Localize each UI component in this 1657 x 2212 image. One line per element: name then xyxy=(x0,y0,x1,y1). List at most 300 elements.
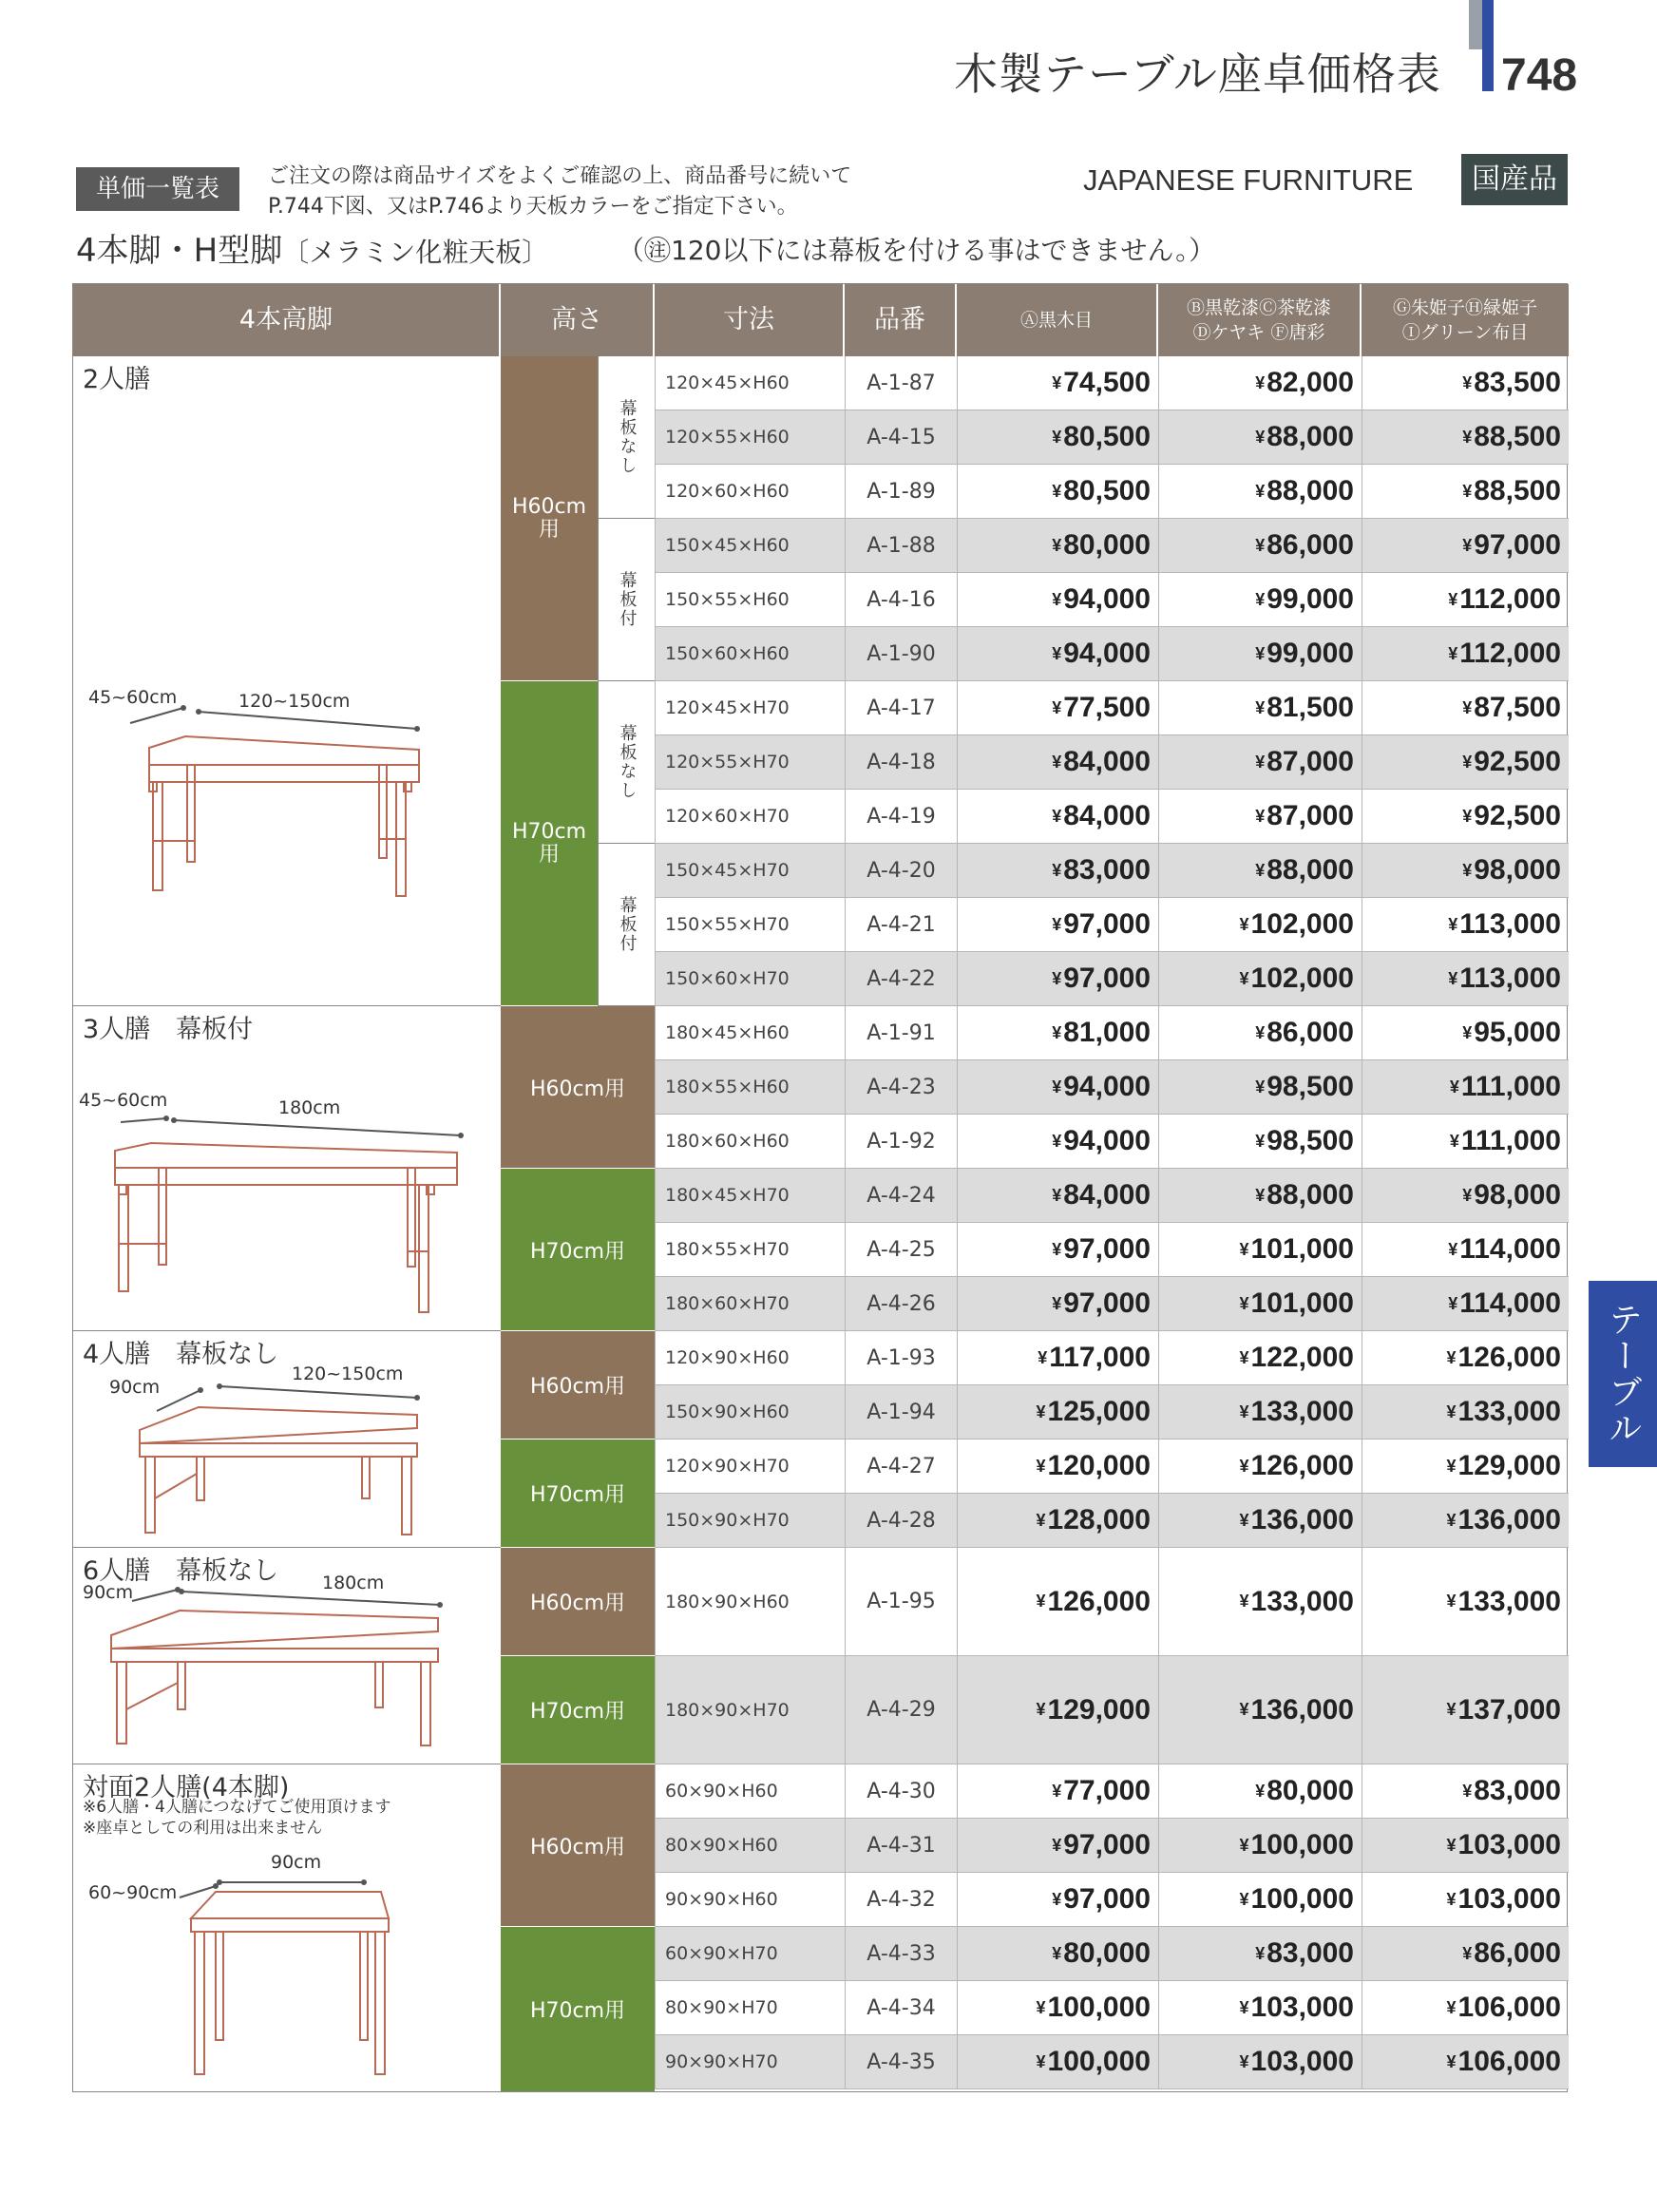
currency-symbol: ¥ xyxy=(1036,1456,1046,1476)
dimension-label: 90cm xyxy=(271,1852,322,1873)
size-cell: 150×90×H70 xyxy=(655,1494,845,1547)
price-c-cell xyxy=(1362,627,1569,680)
price-c-cell xyxy=(1362,952,1569,1005)
price-value: 128,000 xyxy=(1047,1504,1151,1535)
size-cell: 60×90×H70 xyxy=(655,1927,845,1980)
price-b-cell xyxy=(1158,1927,1362,1980)
price-b-cell xyxy=(1158,573,1362,626)
price-value: 84,000 xyxy=(1063,800,1151,831)
price-b-cell xyxy=(1158,1440,1362,1493)
currency-symbol: ¥ xyxy=(1255,1781,1266,1801)
size-cell: 180×90×H70 xyxy=(655,1656,845,1764)
price-c-cell xyxy=(1362,410,1569,464)
col-header-price-c-line: Ⓖ朱姫子Ⓗ緑姫子 xyxy=(1392,297,1537,318)
price-b-cell xyxy=(1158,519,1362,572)
table-row xyxy=(655,1819,1569,1873)
price-value: 97,000 xyxy=(1063,1287,1151,1319)
price-value: 136,000 xyxy=(1457,1504,1561,1535)
size-cell: 150×90×H60 xyxy=(655,1385,845,1439)
currency-symbol: ¥ xyxy=(1462,697,1473,717)
price-value: 98,000 xyxy=(1474,854,1561,886)
currency-symbol: ¥ xyxy=(1052,1131,1062,1151)
currency-symbol: ¥ xyxy=(1255,806,1266,826)
table-row xyxy=(655,1656,1569,1764)
price-a-cell xyxy=(957,1494,1158,1547)
maku-with-cell xyxy=(598,519,655,681)
code-cell: A-4-21 xyxy=(845,898,957,951)
currency-symbol: ¥ xyxy=(1446,1592,1457,1611)
currency-symbol: ¥ xyxy=(1446,1456,1457,1476)
price-b-cell xyxy=(1158,1277,1362,1330)
page-number: 748 xyxy=(1501,50,1578,101)
size-cell: 80×90×H60 xyxy=(655,1819,845,1872)
price-c-cell xyxy=(1362,1169,1569,1222)
table-row xyxy=(655,844,1569,898)
price-a-cell xyxy=(957,1440,1158,1493)
price-c-cell xyxy=(1362,1223,1569,1276)
unit-price-badge: 単価一覧表 xyxy=(76,167,239,211)
price-a-cell xyxy=(957,790,1158,843)
height-cell-h70: H70cm用 xyxy=(501,1927,655,2091)
col-header-size: 寸法 xyxy=(655,284,845,356)
col-header-code: 品番 xyxy=(845,284,957,356)
price-c-cell xyxy=(1362,681,1569,734)
table-row xyxy=(655,1440,1569,1494)
price-value: 94,000 xyxy=(1063,583,1151,615)
price-a-cell xyxy=(957,627,1158,680)
dimension-label: 45~60cm xyxy=(88,687,178,708)
size-cell: 150×45×H70 xyxy=(655,844,845,897)
price-value: 94,000 xyxy=(1063,1125,1151,1156)
size-cell: 120×45×H60 xyxy=(655,356,845,410)
price-value: 103,000 xyxy=(1457,1883,1561,1915)
size-cell: 120×60×H60 xyxy=(655,465,845,518)
code-cell: A-4-34 xyxy=(845,1981,957,2034)
price-b-cell xyxy=(1158,1385,1362,1439)
currency-symbol: ¥ xyxy=(1255,1185,1266,1205)
price-c-cell xyxy=(1362,1927,1569,1980)
code-cell: A-4-27 xyxy=(845,1440,957,1493)
currency-symbol: ¥ xyxy=(1239,1700,1249,1719)
code-cell: A-4-17 xyxy=(845,681,957,734)
price-value: 126,000 xyxy=(1250,1450,1354,1481)
table-illustration xyxy=(73,1006,501,1331)
currency-symbol: ¥ xyxy=(1255,1131,1266,1151)
price-c-cell xyxy=(1362,1006,1569,1059)
group-2-person xyxy=(73,356,501,1006)
table-row xyxy=(655,1548,1569,1656)
price-value: 94,000 xyxy=(1063,1071,1151,1102)
currency-symbol: ¥ xyxy=(1255,481,1266,501)
price-value: 129,000 xyxy=(1457,1450,1561,1481)
price-c-cell xyxy=(1362,2035,1569,2088)
price-b-cell xyxy=(1158,1169,1362,1222)
price-value: 97,000 xyxy=(1474,529,1561,561)
price-value: 101,000 xyxy=(1250,1233,1354,1265)
price-value: 111,000 xyxy=(1460,1071,1561,1102)
currency-symbol: ¥ xyxy=(1052,643,1062,663)
currency-symbol: ¥ xyxy=(1239,914,1249,934)
price-value: 81,500 xyxy=(1267,692,1354,723)
price-b-cell xyxy=(1158,1494,1362,1547)
col-header-price-b xyxy=(1158,284,1362,356)
height-cell-h70: H70cm用 xyxy=(501,1656,655,1764)
price-b-cell xyxy=(1158,1656,1362,1764)
currency-symbol: ¥ xyxy=(1052,752,1062,772)
price-value: 98,000 xyxy=(1474,1179,1561,1211)
price-a-cell xyxy=(957,844,1158,897)
price-value: 94,000 xyxy=(1063,638,1151,669)
currency-symbol: ¥ xyxy=(1255,427,1266,447)
size-cell: 60×90×H60 xyxy=(655,1764,845,1818)
price-b-cell xyxy=(1158,1819,1362,1872)
height-cell-h70 xyxy=(501,681,598,1006)
price-value: 114,000 xyxy=(1459,1233,1561,1265)
price-value: 80,500 xyxy=(1063,421,1151,452)
table-row xyxy=(655,1169,1569,1223)
table-row xyxy=(655,790,1569,844)
price-b-cell xyxy=(1158,2035,1362,2088)
height-cell-h60: H60cm用 xyxy=(501,1764,655,1927)
currency-symbol: ¥ xyxy=(1036,1997,1046,2017)
price-value: 77,500 xyxy=(1063,692,1151,723)
table-row xyxy=(655,465,1569,519)
price-value: 100,000 xyxy=(1250,1829,1354,1860)
price-value: 125,000 xyxy=(1047,1396,1151,1427)
dimension-label: 90cm xyxy=(109,1377,161,1398)
currency-symbol: ¥ xyxy=(1036,2051,1046,2071)
price-a-cell xyxy=(957,735,1158,789)
table-row xyxy=(655,1331,1569,1385)
price-a-cell xyxy=(957,1981,1158,2034)
currency-symbol: ¥ xyxy=(1446,1347,1457,1367)
price-a-cell xyxy=(957,573,1158,626)
currency-symbol: ¥ xyxy=(1239,1592,1249,1611)
table-row xyxy=(655,410,1569,465)
maku-label: 幕板なし xyxy=(617,724,638,800)
price-value: 99,000 xyxy=(1267,638,1354,669)
currency-symbol: ¥ xyxy=(1052,1781,1062,1801)
price-value: 113,000 xyxy=(1459,908,1561,940)
price-b-cell xyxy=(1158,1548,1362,1655)
currency-symbol: ¥ xyxy=(1446,1889,1457,1909)
currency-symbol: ¥ xyxy=(1052,1293,1062,1313)
currency-symbol: ¥ xyxy=(1255,535,1266,555)
price-a-cell xyxy=(957,1331,1158,1384)
currency-symbol: ¥ xyxy=(1036,1402,1046,1421)
size-cell: 120×55×H60 xyxy=(655,410,845,464)
domestic-badge: 国産品 xyxy=(1461,154,1568,205)
code-cell: A-4-35 xyxy=(845,2035,957,2088)
price-value: 82,000 xyxy=(1267,367,1354,398)
price-value: 87,000 xyxy=(1267,746,1354,777)
currency-symbol: ¥ xyxy=(1255,752,1266,772)
height-label-suffix: 用 xyxy=(538,842,560,867)
price-value: 83,000 xyxy=(1063,854,1151,886)
price-c-cell xyxy=(1362,465,1569,518)
price-a-cell xyxy=(957,1927,1158,1980)
currency-symbol: ¥ xyxy=(1052,1185,1062,1205)
currency-symbol: ¥ xyxy=(1038,1347,1048,1367)
group-3-person xyxy=(73,1006,501,1331)
table-row xyxy=(655,573,1569,627)
price-value: 81,000 xyxy=(1063,1017,1151,1048)
size-cell: 180×45×H70 xyxy=(655,1169,845,1222)
price-a-cell xyxy=(957,410,1158,464)
height-cell-h60: H60cm用 xyxy=(501,1331,655,1440)
price-c-cell xyxy=(1362,1981,1569,2034)
currency-symbol: ¥ xyxy=(1239,2051,1249,2071)
header-accent-blue xyxy=(1482,0,1494,91)
price-value: 84,000 xyxy=(1063,1179,1151,1211)
currency-symbol: ¥ xyxy=(1052,1943,1062,1963)
price-value: 103,000 xyxy=(1250,2046,1354,2077)
currency-symbol: ¥ xyxy=(1052,914,1062,934)
price-a-cell xyxy=(957,1277,1158,1330)
currency-symbol: ¥ xyxy=(1239,1835,1249,1855)
price-c-cell xyxy=(1362,790,1569,843)
price-c-cell xyxy=(1362,1440,1569,1493)
currency-symbol: ¥ xyxy=(1036,1592,1046,1611)
price-a-cell xyxy=(957,1548,1158,1655)
price-value: 80,000 xyxy=(1267,1775,1354,1806)
price-a-cell xyxy=(957,1764,1158,1818)
code-cell: A-1-89 xyxy=(845,465,957,518)
code-cell: A-1-93 xyxy=(845,1331,957,1384)
currency-symbol: ¥ xyxy=(1052,1077,1062,1096)
price-a-cell xyxy=(957,681,1158,734)
currency-symbol: ¥ xyxy=(1462,1781,1473,1801)
page-title: 木製テーブル座卓価格表 xyxy=(954,48,1441,100)
price-a-cell xyxy=(957,1060,1158,1114)
price-value: 137,000 xyxy=(1457,1693,1561,1726)
subtitle-sub: 〔メラミン化粧天板〕 xyxy=(282,237,549,268)
currency-symbol: ¥ xyxy=(1052,481,1062,501)
table-row xyxy=(655,735,1569,790)
currency-symbol: ¥ xyxy=(1255,1943,1266,1963)
price-b-cell xyxy=(1158,1331,1362,1384)
code-cell: A-4-33 xyxy=(845,1927,957,1980)
price-value: 88,500 xyxy=(1474,475,1561,506)
code-cell: A-4-20 xyxy=(845,844,957,897)
price-b-cell xyxy=(1158,1223,1362,1276)
price-value: 106,000 xyxy=(1457,2046,1561,2077)
table-row xyxy=(655,1927,1569,1981)
size-cell: 150×55×H70 xyxy=(655,898,845,951)
price-b-cell xyxy=(1158,790,1362,843)
code-cell: A-4-22 xyxy=(845,952,957,1005)
currency-symbol: ¥ xyxy=(1446,1510,1457,1530)
currency-symbol: ¥ xyxy=(1448,643,1458,663)
table-row xyxy=(655,1385,1569,1440)
price-a-cell xyxy=(957,1223,1158,1276)
price-value: 99,000 xyxy=(1267,583,1354,615)
currency-symbol: ¥ xyxy=(1239,1347,1249,1367)
price-c-cell xyxy=(1362,1385,1569,1439)
price-value: 133,000 xyxy=(1250,1585,1354,1617)
price-c-cell xyxy=(1362,1115,1569,1168)
dimension-label: 120~150cm xyxy=(238,691,351,712)
price-value: 87,000 xyxy=(1267,800,1354,831)
currency-symbol: ¥ xyxy=(1446,1402,1457,1421)
table-row xyxy=(655,1277,1569,1331)
maku-none-cell xyxy=(598,681,655,844)
price-value: 88,000 xyxy=(1267,1179,1354,1211)
price-value: 136,000 xyxy=(1250,1504,1354,1535)
header-accent-gray xyxy=(1469,0,1482,49)
group-4-person xyxy=(73,1331,501,1548)
code-cell: A-4-31 xyxy=(845,1819,957,1872)
price-value: 112,000 xyxy=(1459,583,1561,615)
currency-symbol: ¥ xyxy=(1239,1997,1249,2017)
code-cell: A-4-29 xyxy=(845,1656,957,1764)
currency-symbol: ¥ xyxy=(1052,806,1062,826)
price-value: 98,500 xyxy=(1267,1071,1354,1102)
group-title: 6人膳 幕板なし xyxy=(83,1556,279,1586)
currency-symbol: ¥ xyxy=(1239,1889,1249,1909)
price-value: 88,000 xyxy=(1267,854,1354,886)
currency-symbol: ¥ xyxy=(1052,589,1062,609)
price-b-cell xyxy=(1158,735,1362,789)
col-header-price-c xyxy=(1362,284,1569,356)
price-value: 86,000 xyxy=(1267,529,1354,561)
currency-symbol: ¥ xyxy=(1239,1293,1249,1313)
price-c-cell xyxy=(1362,735,1569,789)
dimension-label: 60~90cm xyxy=(88,1882,178,1903)
price-value: 74,500 xyxy=(1063,367,1151,398)
price-value: 97,000 xyxy=(1063,1233,1151,1265)
table-row xyxy=(655,2035,1569,2089)
currency-symbol: ¥ xyxy=(1052,860,1062,880)
price-c-cell xyxy=(1362,1060,1569,1114)
size-cell: 150×55×H60 xyxy=(655,573,845,626)
height-cell-h60: H60cm用 xyxy=(501,1548,655,1656)
price-b-cell xyxy=(1158,681,1362,734)
size-cell: 90×90×H60 xyxy=(655,1873,845,1926)
price-value: 98,500 xyxy=(1267,1125,1354,1156)
price-value: 97,000 xyxy=(1063,1829,1151,1860)
size-cell: 180×45×H60 xyxy=(655,1006,845,1059)
currency-symbol: ¥ xyxy=(1052,1022,1062,1042)
price-b-cell xyxy=(1158,898,1362,951)
subtitle-main: 4本脚・H型脚 xyxy=(76,232,283,270)
price-b-cell xyxy=(1158,410,1362,464)
price-value: 92,500 xyxy=(1474,800,1561,831)
currency-symbol: ¥ xyxy=(1239,1402,1249,1421)
price-a-cell xyxy=(957,1873,1158,1926)
price-a-cell xyxy=(957,1169,1158,1222)
currency-symbol: ¥ xyxy=(1448,1239,1458,1259)
price-value: 114,000 xyxy=(1459,1287,1561,1319)
price-table xyxy=(72,283,1568,2092)
code-cell: A-4-19 xyxy=(845,790,957,843)
price-value: 86,000 xyxy=(1267,1017,1354,1048)
size-cell: 180×90×H60 xyxy=(655,1548,845,1655)
price-value: 80,000 xyxy=(1063,529,1151,561)
size-cell: 180×60×H60 xyxy=(655,1115,845,1168)
price-value: 88,000 xyxy=(1267,475,1354,506)
table-row xyxy=(655,519,1569,573)
table-row xyxy=(655,1764,1569,1819)
maku-with-cell xyxy=(598,844,655,1006)
price-value: 97,000 xyxy=(1063,908,1151,940)
currency-symbol: ¥ xyxy=(1255,1077,1266,1096)
currency-symbol: ¥ xyxy=(1036,1700,1046,1719)
price-value: 122,000 xyxy=(1250,1342,1354,1373)
currency-symbol: ¥ xyxy=(1255,1022,1266,1042)
maku-label: 幕板付 xyxy=(617,896,638,953)
currency-symbol: ¥ xyxy=(1448,1293,1458,1313)
price-value: 120,000 xyxy=(1047,1450,1151,1481)
price-value: 80,000 xyxy=(1063,1937,1151,1969)
order-note-line: ご注文の際は商品サイズをよくご確認の上、商品番号に続いて xyxy=(268,164,852,188)
size-cell: 180×55×H60 xyxy=(655,1060,845,1114)
price-c-cell xyxy=(1362,1331,1569,1384)
order-note-line: P.744下図、又はP.746より天板カラーをご指定下さい。 xyxy=(268,195,798,219)
dimension-label: 180cm xyxy=(278,1097,341,1118)
side-tab-label: テーブル xyxy=(1603,1302,1643,1446)
price-value: 92,500 xyxy=(1474,746,1561,777)
size-cell: 120×90×H60 xyxy=(655,1331,845,1384)
price-value: 111,000 xyxy=(1460,1125,1561,1156)
currency-symbol: ¥ xyxy=(1052,697,1062,717)
maku-label: 幕板なし xyxy=(617,399,638,475)
size-cell: 90×90×H70 xyxy=(655,2035,845,2088)
code-cell: A-4-23 xyxy=(845,1060,957,1114)
currency-symbol: ¥ xyxy=(1462,860,1473,880)
height-cell-h70: H70cm用 xyxy=(501,1169,655,1331)
price-value: 103,000 xyxy=(1250,1992,1354,2023)
currency-symbol: ¥ xyxy=(1462,806,1473,826)
currency-symbol: ¥ xyxy=(1446,1835,1457,1855)
size-cell: 120×45×H70 xyxy=(655,681,845,734)
price-value: 101,000 xyxy=(1250,1287,1354,1319)
price-value: 83,000 xyxy=(1474,1775,1561,1806)
group-6-person xyxy=(73,1548,501,1764)
price-c-cell xyxy=(1362,1548,1569,1655)
code-cell: A-1-95 xyxy=(845,1548,957,1655)
table-row xyxy=(655,1006,1569,1060)
table-row xyxy=(655,898,1569,952)
price-value: 83,500 xyxy=(1474,367,1561,398)
code-cell: A-4-26 xyxy=(845,1277,957,1330)
table-row xyxy=(655,681,1569,735)
price-value: 133,000 xyxy=(1457,1396,1561,1427)
code-cell: A-4-30 xyxy=(845,1764,957,1818)
price-value: 83,000 xyxy=(1267,1937,1354,1969)
table-row xyxy=(655,1223,1569,1277)
code-cell: A-4-18 xyxy=(845,735,957,789)
currency-symbol: ¥ xyxy=(1462,1022,1473,1042)
code-cell: A-1-87 xyxy=(845,356,957,410)
table-row xyxy=(655,1494,1569,1548)
price-a-cell xyxy=(957,519,1158,572)
currency-symbol: ¥ xyxy=(1255,860,1266,880)
height-cell-h60: H60cm用 xyxy=(501,1006,655,1169)
col-header-price-a: Ⓐ黒木目 xyxy=(957,284,1158,356)
price-value: 126,000 xyxy=(1457,1342,1561,1373)
currency-symbol: ¥ xyxy=(1052,1239,1062,1259)
currency-symbol: ¥ xyxy=(1446,1700,1457,1719)
code-cell: A-4-32 xyxy=(845,1873,957,1926)
side-tab-table[interactable] xyxy=(1589,1281,1657,1467)
col-header-height: 高さ xyxy=(501,284,655,356)
price-a-cell xyxy=(957,1656,1158,1764)
code-cell: A-1-91 xyxy=(845,1006,957,1059)
group-title: 4人膳 幕板なし xyxy=(83,1340,279,1369)
price-value: 133,000 xyxy=(1457,1585,1561,1617)
currency-symbol: ¥ xyxy=(1036,1510,1046,1530)
